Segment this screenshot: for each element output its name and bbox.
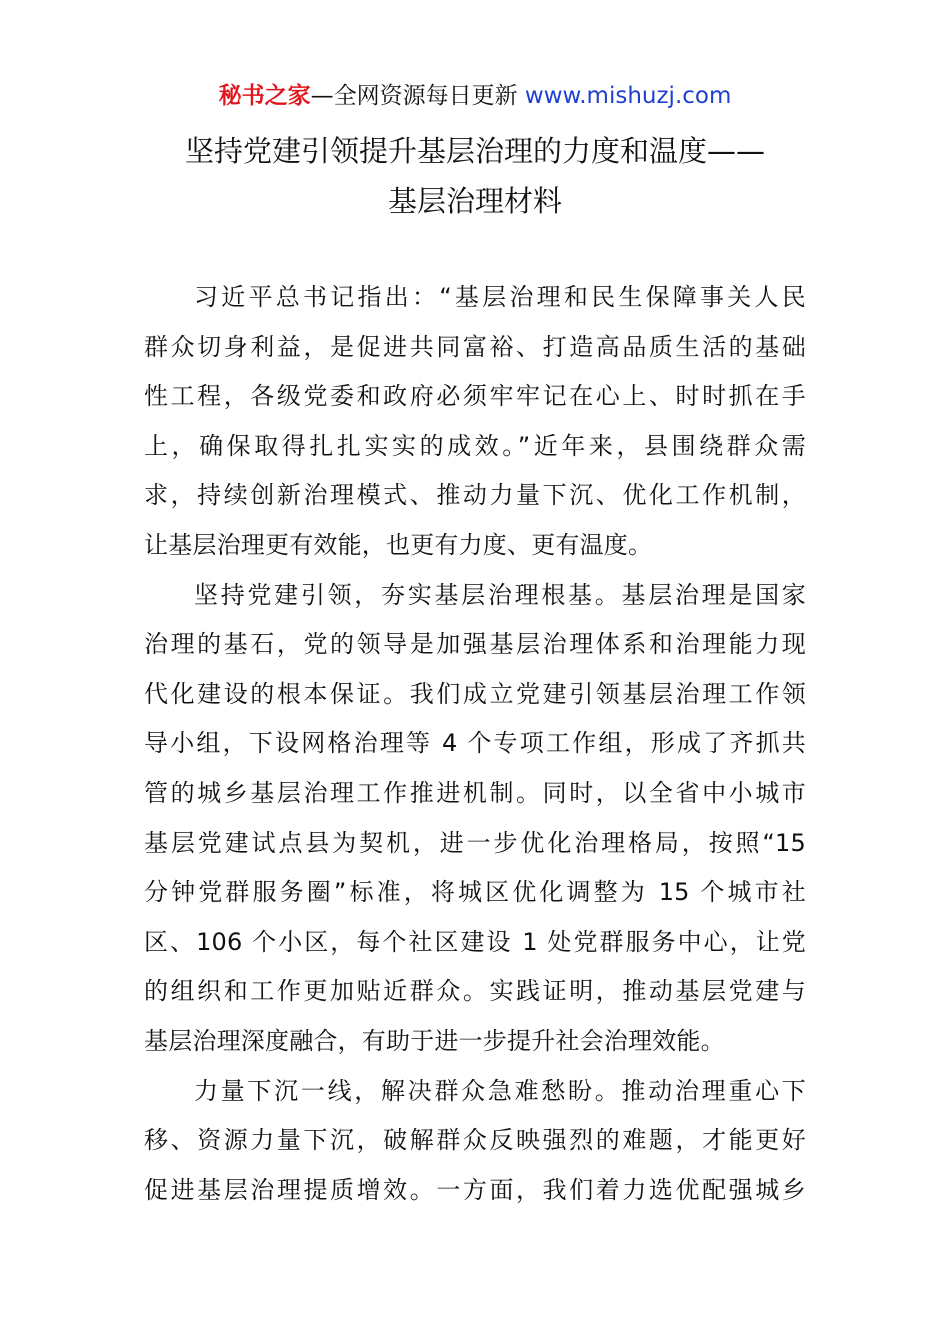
paragraph-line: 代化建设的根本保证。我们成立党建引领基层治理工作领 [144, 679, 806, 708]
paragraph-2 [144, 571, 806, 1067]
paragraph-line: 求，持续创新治理模式、推动力量下沉、优化工作机制， [144, 481, 806, 510]
paragraph-line: 促进基层治理提质增效。一方面，我们着力选优配强城乡 [144, 1175, 806, 1204]
paragraph-line: 让基层治理更有效能，也更有力度、更有温度。 [144, 530, 653, 559]
paragraph-line: 习近平总书记指出：“基层治理和民生保障事关人民 [194, 283, 806, 311]
paragraph-line: 坚持党建引领，夯实基层治理根基。基层治理是国家 [194, 580, 806, 609]
paragraph-line: 分钟党群服务圈”标准，将城区优化调整为 15 个城市社 [144, 878, 806, 907]
paragraph-1 [144, 273, 806, 571]
paragraph-line: 群众切身利益，是促进共同富裕、打造高品质生活的基础 [144, 332, 806, 361]
site-tagline: —全网资源每日更新 [310, 83, 518, 109]
paragraph-line: 导小组，下设网格治理等 4 个专项工作组，形成了齐抓共 [144, 729, 806, 758]
paragraph-line: 基层党建试点县为契机，进一步优化治理格局，按照“15 [144, 828, 806, 857]
paragraph-line: 性工程，各级党委和政府必须牢牢记在心上、时时抓在手 [144, 382, 806, 411]
paragraph-line: 管的城乡基层治理工作推进机制。同时，以全省中小城市 [144, 778, 806, 807]
site-url-link[interactable]: www.mishuzj.com [524, 83, 732, 109]
paragraph-line: 力量下沉一线，解决群众急难愁盼。推动治理重心下 [194, 1076, 806, 1105]
title-line-1: 坚持党建引领提升基层治理的力度和温度—— [184, 134, 765, 168]
paragraph-line: 基层治理深度融合，有助于进一步提升社会治理效能。 [144, 1026, 725, 1055]
document-title [60, 126, 890, 226]
title-line-2: 基层治理材料 [387, 184, 562, 218]
document-body [144, 273, 806, 1215]
paragraph-line: 区、106 个小区，每个社区建设 1 处党群服务中心，让党 [144, 927, 806, 956]
paragraph-3 [144, 1067, 806, 1216]
paragraph-line: 上，确保取得扎扎实实的成效。”近年来，县围绕群众需 [144, 431, 806, 460]
paragraph-line: 的组织和工作更加贴近群众。实践证明，推动基层党建与 [144, 977, 806, 1006]
site-brand: 秘书之家 [218, 83, 311, 109]
site-header [0, 80, 950, 112]
paragraph-line: 治理的基石，党的领导是加强基层治理体系和治理能力现 [144, 630, 806, 659]
paragraph-line: 移、资源力量下沉，破解群众反映强烈的难题，才能更好 [144, 1126, 806, 1155]
